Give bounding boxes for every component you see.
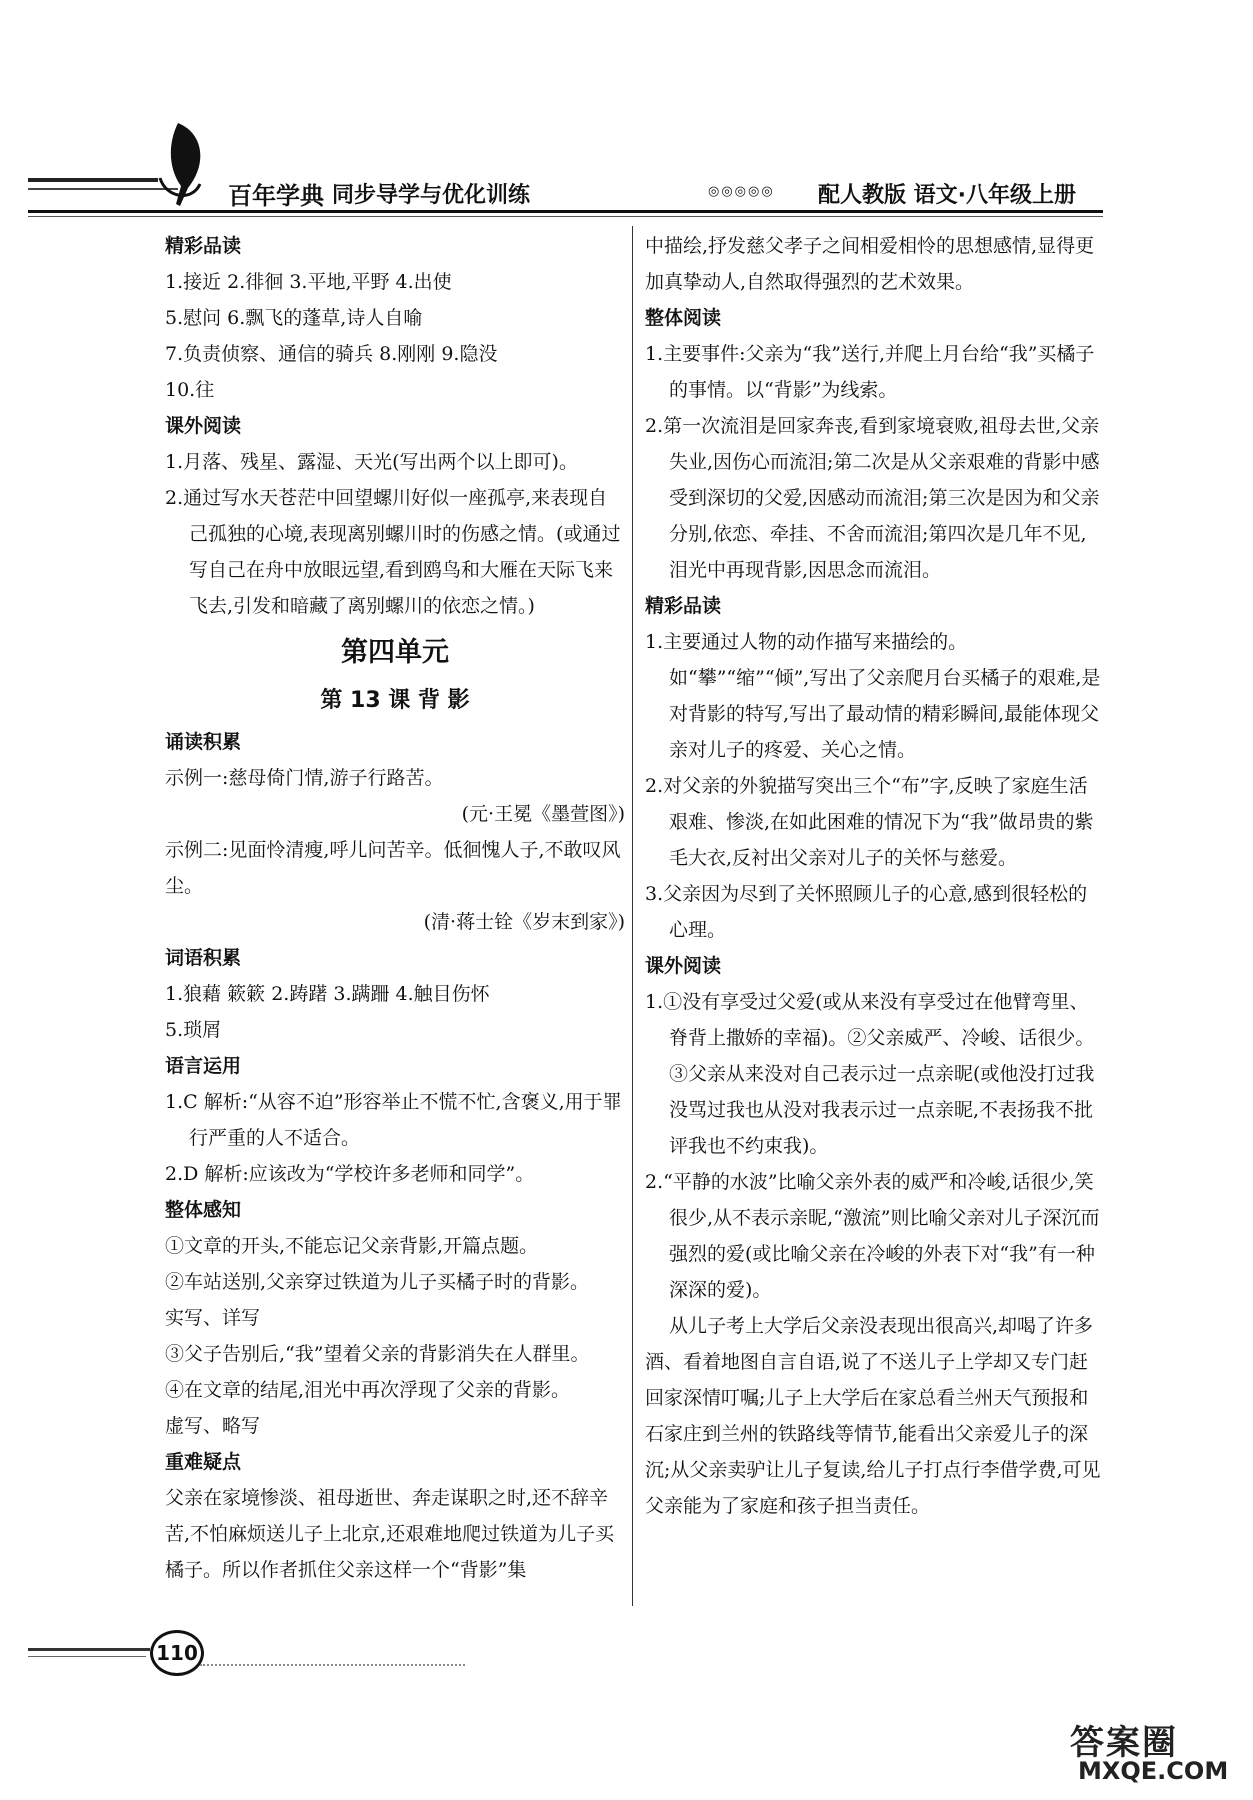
page-header xyxy=(28,118,1103,213)
page-number: 110 xyxy=(150,1630,204,1676)
answer-item: 2.通过写水天苍茫中回望螺川好似一座孤亭,来表现自己孤独的心境,表现离别螺川时的伤感之情。(或通过写自己在舟中放眼远望,看到鸥鸟和大雁在天际飞来飞去,引发和暗藏了离别螺川的依恋之情。) xyxy=(165,487,621,617)
answer-item: 1.C 解析:“从容不迫”形容举止不慌不忙,含褒义,用于罪行严重的人不适合。 xyxy=(165,1091,622,1149)
section-heading: 语言运用 xyxy=(165,1055,242,1077)
answer-item: 2.第一次流泪是回家奔丧,看到家境衰败,祖母去世,父亲失业,因伤心而流泪;第二次是从父亲艰难的背影中感受到深切的父爱,因感动而流泪;第三次是因为和父亲分别,依恋、牵挂、不舍而流泪;第四次是几年不见,泪光中再现背影,因思念而流泪。 xyxy=(645,415,1100,581)
section-heading: 精彩品读 xyxy=(165,235,242,257)
watermark-url: MXQE.COM xyxy=(1078,1757,1229,1785)
site-watermark xyxy=(1070,1715,1250,1795)
column-divider xyxy=(632,226,633,1606)
quill-pen-icon xyxy=(148,118,218,208)
answer-line: ④在文章的结尾,泪光中再次浮现了父亲的背影。 xyxy=(165,1379,571,1401)
footer-dotted-line xyxy=(200,1664,465,1666)
header-dots: ◎◎◎◎◎ xyxy=(708,184,775,199)
section-heading: 重难疑点 xyxy=(165,1451,242,1473)
series-title: 同步导学与优化训练 xyxy=(332,183,531,208)
section-heading: 课外阅读 xyxy=(645,955,722,977)
section-heading: 整体感知 xyxy=(165,1199,242,1221)
answer-line: ②车站送别,父亲穿过铁道为儿子买橘子时的背影。 xyxy=(165,1271,590,1293)
footer-rule xyxy=(28,1648,150,1651)
example-line: 示例一:慈母倚门情,游子行路苦。 xyxy=(165,767,444,789)
section-heading: 整体阅读 xyxy=(645,307,722,329)
watermark-text: 答案圈 xyxy=(1070,1723,1178,1763)
section-heading: 词语积累 xyxy=(165,947,242,969)
answer-item: 3.父亲因为尽到了关怀照顾儿子的心意,感到很轻松的心理。 xyxy=(645,883,1088,941)
section-heading: 课外阅读 xyxy=(165,415,242,437)
answer-item: 1.主要通过人物的动作描写来描绘的。如“攀”“缩”“倾”,写出了父亲爬月台买橘子的艰难,是对背影的特写,写出了最动情的精彩瞬间,最能体现父亲对儿子的疼爱、关心之情。 xyxy=(645,631,1101,761)
answer-line: 1.接近 2.徘徊 3.平地,平野 4.出使 xyxy=(165,271,452,293)
answer-item: 1.主要事件:父亲为“我”送行,并爬上月台给“我”买橘子的事情。以“背影”为线索。 xyxy=(645,343,1095,401)
answer-item: 1.月落、残星、露湿、天光(写出两个以上即可)。 xyxy=(165,451,578,473)
paragraph: 父亲在家境惨淡、祖母逝世、奔走谋职之时,还不辞辛苦,不怕麻烦送儿子上北京,还艰难地爬过铁道为儿子买橘子。所以作者抓住父亲这样一个“背影”集 xyxy=(165,1487,615,1581)
answer-item: 2.“平静的水波”比喻父亲外表的威严和冷峻,话很少,笑很少,从不表示亲昵,“激流”则比喻父亲对儿子深沉而强烈的爱(或比喻父亲在冷峻的外表下对“我”有一种深深的爱)。 xyxy=(645,1171,1100,1301)
right-column xyxy=(645,228,1105,1524)
footer-rule-thin xyxy=(28,1656,146,1657)
answer-line: 5.慰问 6.飘飞的蓬草,诗人自喻 xyxy=(165,307,423,329)
answer-item: 1.①没有享受过父爱(或从来没有享受过在他臂弯里、脊背上撒娇的幸福)。②父亲威严、冷峻、话很少。③父亲从来没对自己表示过一点亲昵(或他没打过我没骂过我也从没对我表示过一点亲昵,不表扬我不批评我也不约束我)。 xyxy=(645,991,1095,1157)
answer-line: 7.负责侦察、通信的骑兵 8.刚刚 9.隐没 xyxy=(165,343,498,365)
edition-label: 配人教版 语文·八年级上册 xyxy=(818,183,1077,208)
answer-line: 10.往 xyxy=(165,379,215,401)
answer-item: 2.对父亲的外貌描写突出三个“布”字,反映了家庭生活艰难、惨淡,在如此困难的情况下为“我”做昂贵的紫毛大衣,反衬出父亲对儿子的关怀与慈爱。 xyxy=(645,775,1094,869)
answer-line: 实写、详写 xyxy=(165,1307,261,1329)
section-heading: 诵读积累 xyxy=(165,731,242,753)
lesson-title: 第 13 课 背 影 xyxy=(320,688,470,713)
example-source: (清·蒋士铨《岁末到家》) xyxy=(423,911,625,933)
answer-line: ①文章的开头,不能忘记父亲背影,开篇点题。 xyxy=(165,1235,539,1257)
unit-title: 第四单元 xyxy=(341,637,449,668)
section-heading: 精彩品读 xyxy=(645,595,722,617)
left-column xyxy=(165,228,625,1588)
answer-line: ③父子告别后,“我”望着父亲的背影消失在人群里。 xyxy=(165,1343,590,1365)
header-rule-thin xyxy=(28,216,1103,217)
answer-item: 2.D 解析:应该改为“学校许多老师和同学”。 xyxy=(165,1163,535,1185)
answer-line: 5.琐屑 xyxy=(165,1019,222,1041)
paragraph: 从儿子考上大学后父亲没表现出很高兴,却喝了许多酒、看着地图自言自语,说了不送儿子上学却又专门赶回家深情叮嘱;儿子上大学后在家总看兰州天气预报和石家庄到兰州的铁路线等情节,能看出父亲爱儿子的深沉;从父亲卖驴让儿子复读,给儿子打点行李借学费,可见父亲能为了家庭和孩子担当责任。 xyxy=(645,1315,1101,1517)
paragraph-continued: 中描绘,抒发慈父孝子之间相爱相怜的思想感情,显得更加真挚动人,自然取得强烈的艺术效果。 xyxy=(645,235,1095,293)
brand-name: 百年学典 xyxy=(228,182,324,210)
answer-line: 1.狼藉 簌簌 2.踌躇 3.蹒跚 4.触目伤怀 xyxy=(165,983,490,1005)
example-source: (元·王冕《墨萱图》) xyxy=(461,803,625,825)
answer-line: 虚写、略写 xyxy=(165,1415,261,1437)
example-line: 示例二:见面怜清瘦,呼儿问苦辛。低徊愧人子,不敢叹风尘。 xyxy=(165,839,621,897)
header-logo-stroke xyxy=(28,178,158,182)
header-rule xyxy=(28,210,1103,213)
